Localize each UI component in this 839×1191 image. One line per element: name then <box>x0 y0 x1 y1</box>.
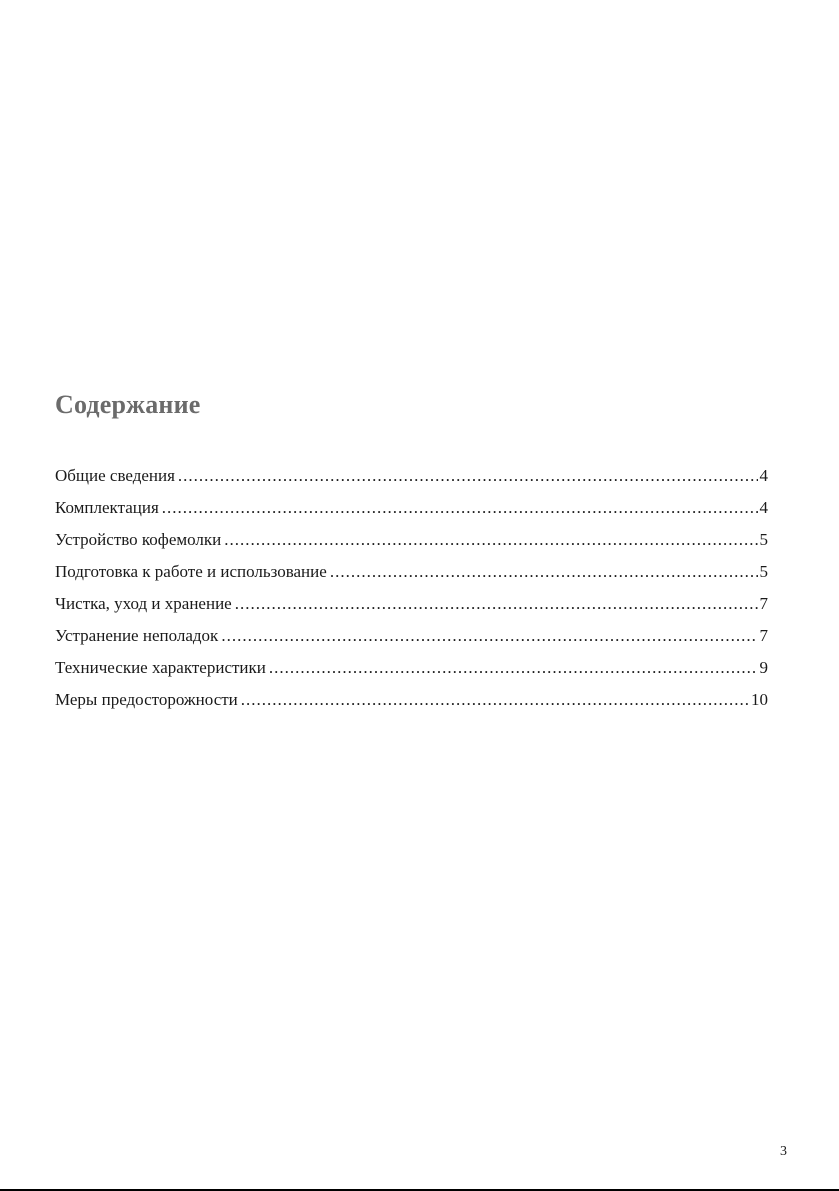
toc-entry-label: Чистка, уход и хранение <box>55 594 232 613</box>
toc-entry-label: Подготовка к работе и использование <box>55 562 327 581</box>
toc-entry[interactable] <box>55 588 768 620</box>
toc-entry-page: 4 <box>759 466 768 485</box>
toc-entry-label: Устранение неполадок <box>55 626 219 645</box>
toc-entry-page: 5 <box>759 562 768 581</box>
toc-entry[interactable] <box>55 492 768 524</box>
toc-dot-leader <box>224 524 757 556</box>
toc-dot-leader <box>330 556 758 588</box>
toc-dot-leader <box>235 588 758 620</box>
toc-dot-leader <box>269 652 758 684</box>
toc-dot-leader <box>178 460 758 492</box>
toc-entry-label: Общие сведения <box>55 466 175 485</box>
toc-entry-label: Устройство кофемолки <box>55 530 222 549</box>
toc-entry[interactable] <box>55 684 768 716</box>
toc-entry-page: 10 <box>751 690 768 709</box>
toc-entry[interactable] <box>55 524 768 556</box>
toc-entry-page: 5 <box>759 530 768 549</box>
toc-entry-label: Технические характеристики <box>55 658 266 677</box>
page-number: 3 <box>780 1144 787 1159</box>
toc-entry-page: 9 <box>759 658 768 677</box>
toc-entry-label: Комплектация <box>55 498 159 517</box>
toc-dot-leader <box>162 492 758 524</box>
toc-dot-leader <box>221 620 757 652</box>
table-of-contents <box>55 460 768 716</box>
toc-entry[interactable] <box>55 556 768 588</box>
toc-entry-page: 7 <box>759 626 768 645</box>
toc-entry-page: 4 <box>759 498 768 517</box>
toc-entry[interactable] <box>55 460 768 492</box>
toc-entry-page: 7 <box>759 594 768 613</box>
page-title: Содержание <box>55 390 201 419</box>
toc-entry[interactable] <box>55 652 768 684</box>
toc-entry-label: Меры предосторожности <box>55 690 238 709</box>
toc-entry[interactable] <box>55 620 768 652</box>
toc-dot-leader <box>241 684 749 716</box>
